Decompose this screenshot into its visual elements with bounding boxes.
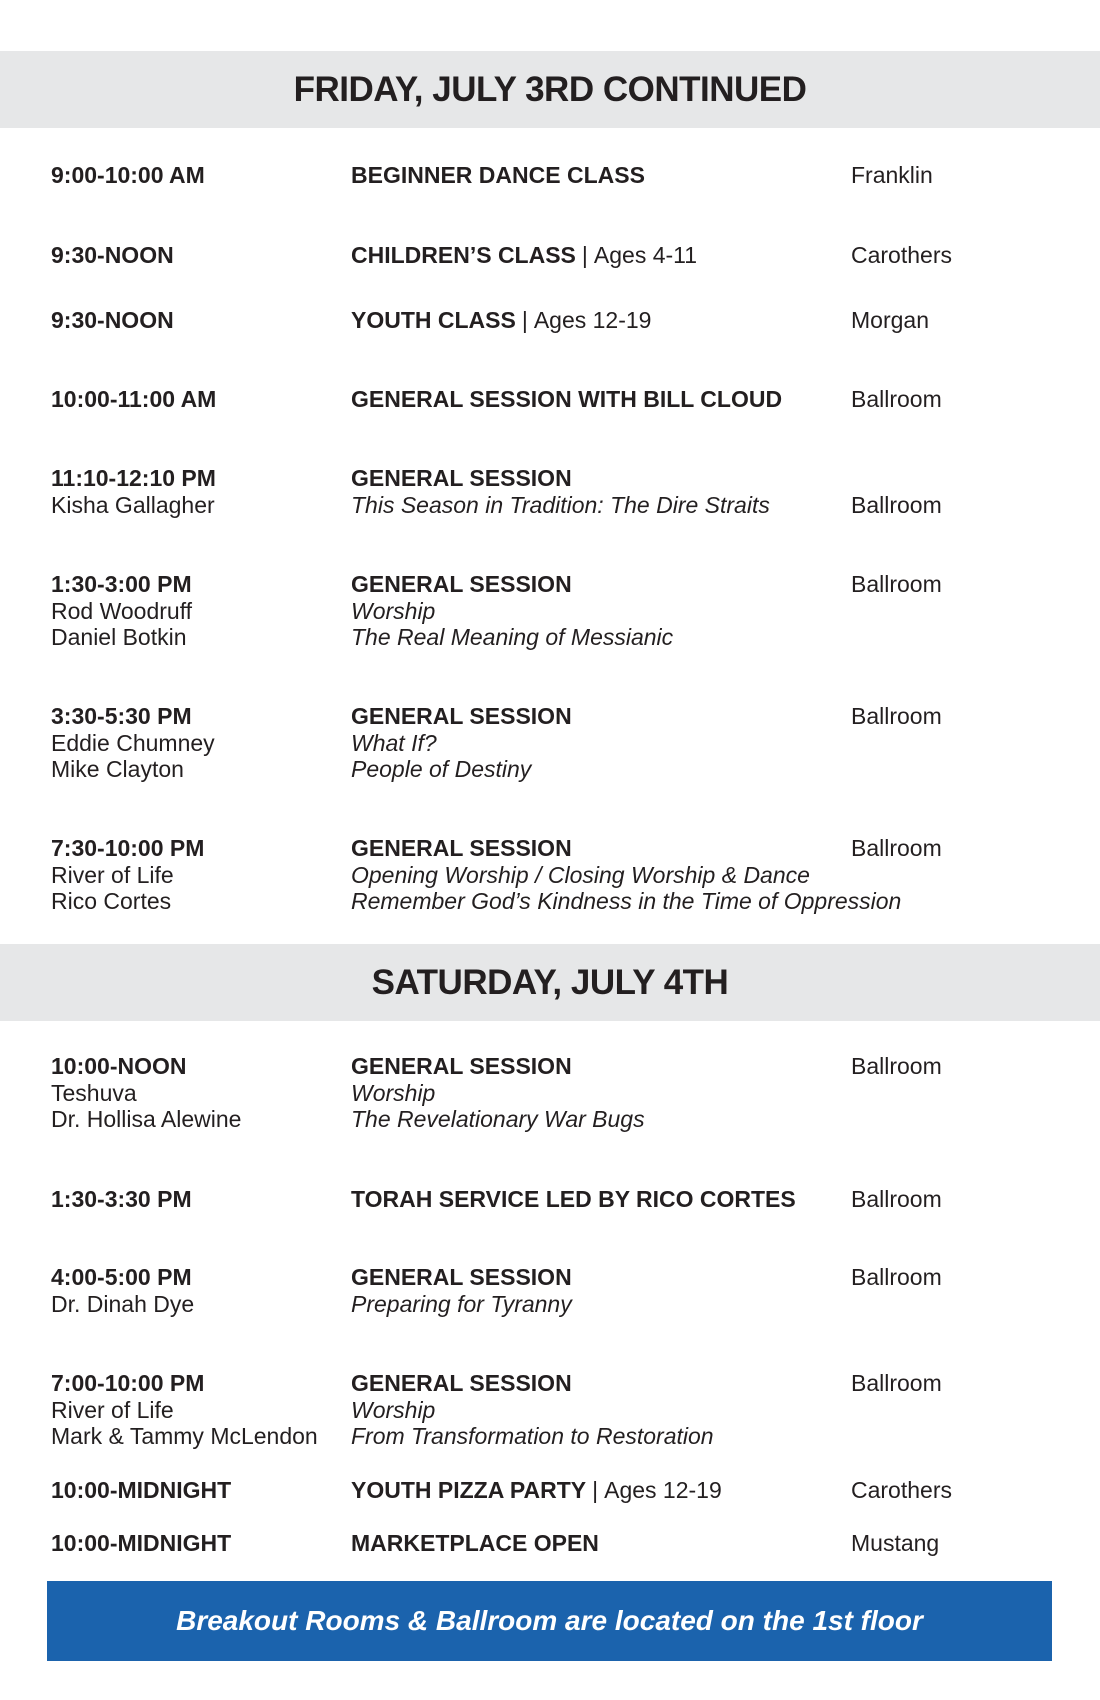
title-column xyxy=(351,307,651,334)
title-column xyxy=(351,1053,645,1133)
session-topic: People of Destiny xyxy=(351,756,532,782)
room-name: Ballroom xyxy=(851,1053,942,1079)
session-topic: Worship xyxy=(351,1396,436,1423)
event-title-line xyxy=(351,307,651,334)
event-time: 1:30-3:30 PM xyxy=(51,1186,192,1212)
speaker-name: Eddie Chumney xyxy=(51,729,215,756)
schedule-entry xyxy=(0,703,1100,793)
time-column xyxy=(51,1370,318,1450)
event-time: 10:00-NOON xyxy=(51,1053,187,1079)
event-time: 9:30-NOON xyxy=(51,242,174,268)
room-column xyxy=(851,162,933,189)
schedule-entry xyxy=(0,571,1100,661)
schedule-entry xyxy=(0,835,1100,925)
event-title-line xyxy=(351,386,782,413)
room-name: Ballroom xyxy=(851,491,942,518)
room-column xyxy=(851,703,942,730)
speaker-name: Mike Clayton xyxy=(51,756,184,782)
footer-note-banner xyxy=(47,1581,1052,1661)
event-title-line xyxy=(351,1186,796,1213)
event-title: GENERAL SESSION xyxy=(351,1264,572,1290)
title-column xyxy=(351,1264,572,1317)
speaker-name: Mark & Tammy McLendon xyxy=(51,1423,318,1449)
session-topic: What If? xyxy=(351,729,437,756)
schedule-entry xyxy=(0,465,1100,555)
event-title-line xyxy=(351,1370,714,1397)
speaker-name: Dr. Hollisa Alewine xyxy=(51,1106,242,1132)
speaker-name: Rico Cortes xyxy=(51,888,172,914)
schedule-entry xyxy=(0,1186,1100,1276)
separator: | xyxy=(592,1477,599,1503)
room-column xyxy=(851,1264,942,1291)
event-time: 9:30-NOON xyxy=(51,307,174,333)
day-heading: FRIDAY, JULY 3RD CONTINUED xyxy=(293,69,807,109)
room-column xyxy=(851,1053,942,1080)
event-title: BEGINNER DANCE CLASS xyxy=(351,162,645,188)
title-column xyxy=(351,242,697,269)
event-time: 7:00-10:00 PM xyxy=(51,1370,205,1396)
time-column xyxy=(51,307,174,334)
room-name: Ballroom xyxy=(851,571,942,597)
age-range: Ages 12-19 xyxy=(533,307,652,333)
room-name: Mustang xyxy=(851,1530,940,1556)
room-column xyxy=(851,1477,952,1504)
time-column xyxy=(51,571,192,651)
session-topic: The Revelationary War Bugs xyxy=(351,1106,645,1132)
event-time: 10:00-MIDNIGHT xyxy=(51,1530,232,1556)
event-title-line xyxy=(351,1264,572,1291)
event-title: CHILDREN’S CLASS xyxy=(351,242,576,268)
room-column xyxy=(851,1530,939,1557)
event-title-line xyxy=(351,465,770,492)
session-topic: Remember God’s Kindness in the Time of Oppression xyxy=(351,888,902,914)
speaker-name: Kisha Gallagher xyxy=(51,491,215,518)
time-column xyxy=(51,1053,241,1133)
title-column xyxy=(351,162,645,189)
room-name: Ballroom xyxy=(851,835,942,861)
title-column xyxy=(351,386,782,413)
event-title: GENERAL SESSION xyxy=(351,571,572,597)
room-column xyxy=(851,386,942,413)
age-range: Ages 4-11 xyxy=(593,242,698,268)
time-column xyxy=(51,703,215,783)
session-topic: This Season in Tradition: The Dire Straits xyxy=(351,491,770,518)
title-column xyxy=(351,465,770,518)
schedule-entry xyxy=(0,386,1100,476)
session-topic: Worship xyxy=(351,597,436,624)
speaker-name: Teshuva xyxy=(51,1079,137,1106)
event-title: MARKETPLACE OPEN xyxy=(351,1530,599,1556)
title-column xyxy=(351,1186,796,1213)
time-column xyxy=(51,242,174,269)
room-name: Carothers xyxy=(851,1477,952,1503)
time-column xyxy=(51,386,216,413)
event-time: 4:00-5:00 PM xyxy=(51,1264,192,1290)
title-column xyxy=(351,835,901,915)
title-column xyxy=(351,1370,714,1450)
speaker-name: River of Life xyxy=(51,861,174,888)
event-time: 1:30-3:00 PM xyxy=(51,571,192,597)
event-title-line xyxy=(351,1477,722,1504)
separator: | xyxy=(581,242,588,268)
title-column xyxy=(351,1477,722,1504)
room-column xyxy=(851,1186,942,1213)
event-time: 10:00-11:00 AM xyxy=(51,386,217,412)
room-column xyxy=(851,571,942,598)
age-range: Ages 12-19 xyxy=(604,1477,722,1503)
event-title-line xyxy=(351,162,645,189)
session-topic: Preparing for Tyranny xyxy=(351,1290,572,1317)
room-name: Carothers xyxy=(851,242,952,268)
time-column xyxy=(51,1186,192,1213)
schedule-entry xyxy=(0,307,1100,397)
title-column xyxy=(351,703,572,783)
title-column xyxy=(351,571,673,651)
day-header-friday xyxy=(0,51,1100,128)
time-column xyxy=(51,465,216,518)
schedule-entry xyxy=(0,162,1100,252)
speaker-name: River of Life xyxy=(51,1396,174,1423)
room-column xyxy=(851,242,952,269)
event-title: TORAH SERVICE LED BY RICO CORTES xyxy=(351,1186,796,1212)
room-name: Franklin xyxy=(851,162,933,188)
day-header-saturday xyxy=(0,944,1100,1021)
event-time: 10:00-MIDNIGHT xyxy=(51,1477,232,1503)
speaker-name: Rod Woodruff xyxy=(51,597,193,624)
event-title: YOUTH PIZZA PARTY xyxy=(351,1477,587,1503)
time-column xyxy=(51,1530,231,1557)
speaker-name: Dr. Dinah Dye xyxy=(51,1290,195,1317)
event-title: GENERAL SESSION xyxy=(351,1053,572,1079)
room-name: Morgan xyxy=(851,307,929,333)
event-title: GENERAL SESSION xyxy=(351,835,572,861)
time-column xyxy=(51,1264,194,1317)
room-column xyxy=(851,1370,942,1397)
session-topic: From Transformation to Restoration xyxy=(351,1423,714,1449)
event-title-line xyxy=(351,1053,645,1080)
event-title: GENERAL SESSION xyxy=(351,1370,572,1396)
separator: | xyxy=(521,307,528,333)
event-title: GENERAL SESSION xyxy=(351,465,572,491)
room-column xyxy=(851,465,942,518)
day-heading: SATURDAY, JULY 4TH xyxy=(371,962,729,1002)
event-title-line xyxy=(351,571,673,598)
time-column xyxy=(51,162,205,189)
time-column xyxy=(51,835,204,915)
schedule-entry xyxy=(0,1370,1100,1460)
event-time: 9:00-10:00 AM xyxy=(51,162,205,188)
event-title-line xyxy=(351,703,572,730)
room-column xyxy=(851,835,942,862)
session-topic: Worship xyxy=(351,1079,436,1106)
schedule-entry xyxy=(0,1264,1100,1354)
event-title: YOUTH CLASS xyxy=(351,307,516,333)
session-topic: The Real Meaning of Messianic xyxy=(351,624,674,650)
speaker-name: Daniel Botkin xyxy=(51,624,187,650)
event-time: 11:10-12:10 PM xyxy=(51,465,216,491)
title-column xyxy=(351,1530,599,1557)
room-name: Ballroom xyxy=(851,703,942,729)
room-name: Ballroom xyxy=(851,1264,942,1290)
room-column xyxy=(851,307,929,334)
room-name: Ballroom xyxy=(851,386,942,412)
event-title-line xyxy=(351,835,901,862)
event-time: 3:30-5:30 PM xyxy=(51,703,192,729)
session-topic: Opening Worship / Closing Worship & Dance xyxy=(351,861,810,888)
event-title: GENERAL SESSION xyxy=(351,703,572,729)
time-column xyxy=(51,1477,231,1504)
event-title-line xyxy=(351,1530,599,1557)
room-name: Ballroom xyxy=(851,1186,942,1212)
room-name: Ballroom xyxy=(851,1370,942,1396)
event-title: GENERAL SESSION WITH BILL CLOUD xyxy=(351,386,783,412)
schedule-entry xyxy=(0,1053,1100,1143)
event-time: 7:30-10:00 PM xyxy=(51,835,205,861)
footer-note: Breakout Rooms & Ballroom are located on the 1st floor xyxy=(176,1605,923,1636)
event-title-line xyxy=(351,242,697,269)
